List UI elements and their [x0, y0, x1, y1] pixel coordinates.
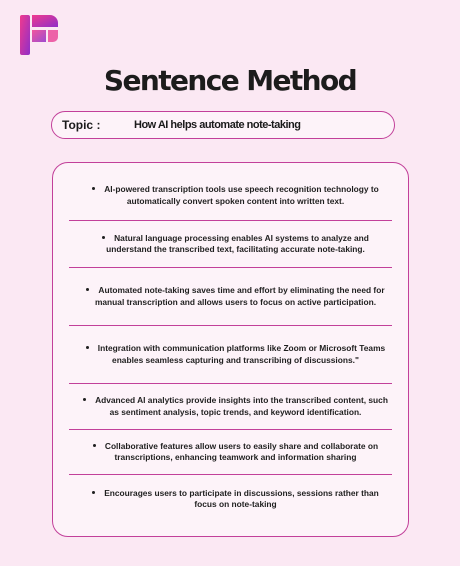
list-item-text: Natural language processing enables AI systems to analyze and understand the transcribed text, facilitating accurate note-taking.: [106, 232, 369, 254]
list-item: [69, 221, 392, 268]
list-item: [69, 268, 392, 326]
brand-logo-icon: [20, 15, 58, 55]
bullet-icon: [83, 398, 86, 401]
list-item: [69, 384, 392, 430]
topic-label: Topic :: [62, 118, 101, 132]
bullet-icon: [86, 288, 89, 291]
list-item-text: Collaborative features allow users to easily share and collaborate on transcriptions, enhancing teamwork and information sharing: [104, 440, 379, 462]
list-item: [69, 326, 392, 384]
list-item-text: AI-powered transcription tools use speech recognition technology to automatically convert spoken content into written text.: [104, 184, 379, 206]
bullet-icon: [102, 236, 105, 239]
list-item-text: Integration with communication platforms like Zoom or Microsoft Teams enables seamless capturing and transcribing of discussions.": [97, 343, 386, 365]
list-item-text: Advanced AI analytics provide insights into the transcribed content, such as sentiment analysis, topic trends, and keyword identification.: [95, 395, 388, 417]
bullet-icon: [86, 346, 89, 349]
sentence-list-panel: [52, 162, 409, 537]
bullet-icon: [92, 491, 95, 494]
topic-value: How AI helps automate note-taking: [134, 119, 301, 131]
list-item: [69, 430, 392, 475]
page-title: Sentence Method: [103, 64, 357, 97]
topic-box: [51, 111, 395, 139]
list-item: [69, 171, 392, 221]
bullet-icon: [92, 187, 95, 190]
list-item-text: Automated note-taking saves time and effort by eliminating the need for manual transcription and allows users to focus on active participation.: [94, 285, 385, 307]
sentence-list: [69, 171, 392, 523]
list-item: [69, 475, 392, 523]
bullet-icon: [93, 444, 96, 447]
list-item-text: Encourages users to participate in discussions, sessions rather than focus on note-taking: [104, 487, 379, 509]
